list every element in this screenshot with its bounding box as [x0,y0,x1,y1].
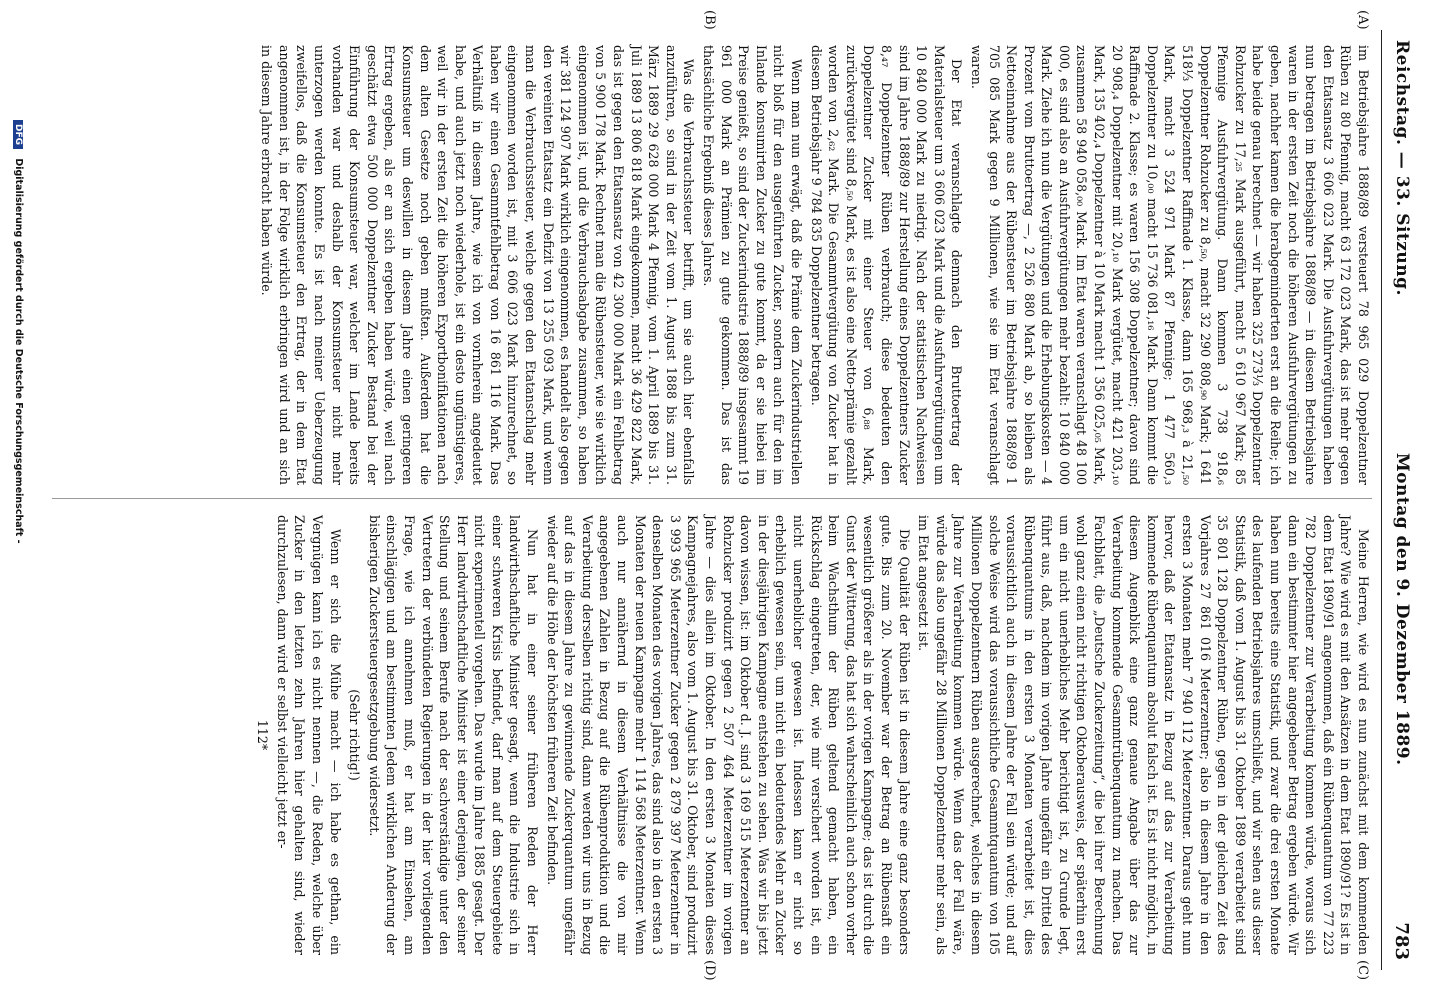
left-paragraph: Der Etat veranschlagte demnach den Bruttoertrag der Materialsteuer um 3 606 023 Mark und die Ausfuhrvergütungen um 10 840 000 Mark zu niedrig. Nach der statistischen Nachweisen sind im Jahre 1888/89 zur Herstellung eines Doppelzentners Zucker 8,₄₇ Doppelzentner Rüben verbraucht; diese bedeuten den Doppelzentner Zucker mit einer Steuer von 6,₈₈ Mark, zurückvergütet sind 8,₅₀ Mark, es ist also eine Netto-prämie gezahlt worden von 2,₆₂ Mark. Die Gesammtvergütung von Zucker hat in diesem Betriebsjahr 9 784 835 Doppelzentner betragen. [808,45,965,485]
header-left: Reichstag. — 33. Sitzung. [1392,40,1412,296]
closing-number: 112* [255,719,271,751]
digitization-credit [13,120,24,720]
left-paragraph: Was die Verbrauchssteuer betrifft, um sie auch hier ebenfalls anzuführen, so sind in der Zeit vom 1. August 1888 bis zum 31. März 1889 29 628 000 Mark 4 Pfennig, vom 1. April 1889 bis 31. Juli 1889 13 806 818 Mark eingekommen, macht 36 429 822 Mark, das ist gegen den Etatsansatz von 42 300 000 Mark ein Fehlbetrag von 5 900 178 Mark. Rechnet man die Rübensteuer, wie sie wirklich eingenommen ist, und die Verbrauchsabgabe zusammen, so haben wir 381 124 907 Mark wirklich eingenommen, es handelt also gegen den vereinten Etatsatz ein Defizit von 13 255 093 Mark, und wenn man die Verbrauchssteuer, welche gegen den Etatanschlag mehr eingenommen worden ist, mit 3 606 023 Mark hinzurechnet, so haben wir einen Gesammtfehlbetrag von 16 861 116 Mark. Das Verhältniß in diesem Jahre, wie ich von vornherein angedeutet habe, und auch jetzt noch wiederhole, ist ein desto ungünstigeres, weil wir in der ersten Zeit die höheren Exportbonifikationen nach dem alten Gesetze noch geben mußten. Außerdem hat die Konsumsteuer um deswillen in diesem Jahre einen geringeren Ertrag ergeben, als er an sich ergeben haben würde, weil nach geschätzt etwa 500 000 Doppelzentner Zucker Bestand bei der Einführung der Konsumsteuer war, welcher im Lande bereits vorhanden war und deshalb der Konsumsteuer nicht mehr unterzogen werden konnte. Es ist nach meiner Ueberzeugung zweifellos, daß die Konsumsteuer den Ertrag, der in dem Etat angenommen ist, in der Folge wirklich erbringen wird und an sich in diesem Jahre erbracht haben würde. [259,45,697,485]
left-column [256,45,1372,485]
page-number: 783 [1391,922,1413,960]
marker-c: (C) [1355,960,1370,981]
credit-text: Digitalisierung gefördert durch die Deutsche Forschungsgemeinschaft - [13,158,24,544]
left-paragraph: Wenn man nun erwägt, daß die Prämie dem Zuckerindustriellen nicht bloß für den ausgeführten Zucker, sondern auch für den im Inlande konsumirten Zucker zu gute kommt, da er sie hiebei im Preise genießt, so sind der Zuckerindustrie 1888/89 insgesammt 19 961 000 Mark an Prämien zu gute gekommen. Das ist das thatsächliche Ergebniß dieses Jahres. [701,45,804,485]
header-center: Montag den 9. Dezember 1889. [1392,452,1412,766]
dfg-logo: DFG [13,120,23,149]
right-column [252,515,1372,955]
interjection: (Sehr richtig!) [347,689,363,781]
right-paragraph: Meine Herren, wie wird es nun zunächst mit dem kommenden Jahre? Wie wird es mit den Ansätzen in dem Etat 1890/91? Es ist in dem Etat 1890/91 angenommen, daß ein Rübenquantum von 77 223 782 Doppelzentner zur Verarbeitung kommen würde, woraus sich dann ein bestimmter hier angegebener Betrag ergeben würde. Wir haben nun bereits eine Statistik, und zwar die drei ersten Monate des laufenden Betriebsjahres umschließt, und wir sehen aus dieser Statistik, daß vom 1. August bis 31. Oktober 1889 verarbeitet sind 35 801 128 Doppelzentner Rüben, gegen in der gleichen Zeit des Vorjahres 27 861 016 Meterzentner; also in diesem Jahre in den ersten 3 Monaten mehr 7 940 112 Meterzentner. Daraus geht nun hervor, daß der Etatansatz in Bezug auf das zur Verarbeitung kommende Rübenquantum absolut falsch ist. Es ist nicht möglich, in diesem Augenblick eine ganz genaue Angabe über das zur Verarbeitung kommende Gesammtrübenquantum zu machen. Das Fachblatt, die „Deutsche Zuckerzeitung“, die bei ihrer Berechnung wohl ganz einen nicht richtigen Oktoberausweis, der späterhin erst um ein nicht unerhebliches Mehr berichtigt ist, zu Grunde legt, führt aus, daß, nachdem im vorigen Jahre ungefähr ein Drittel des Rübenquantums in den ersten 3 Monaten verarbeitet ist, dies voraussichtlich auch in diesem Jahre der Fall sein würde; und auf solche Weise wird das voraussichtliche Gesammtquantum von 105 Millionen Doppelzentnern Rüben ausgerechnet, welches in diesem Jahre zur Verarbeitung kommen würde. Wenn das der Fall wäre, würde das also ungefähr 28 Millionen Doppelzentner mehr sein, als im Etat angesetzt ist. [916,515,1371,955]
right-paragraph: Nun hat in einer seiner früheren Reden der Herr landwirthschaftliche Minister gesagt, wenn die Industrie sich in einer schweren Krisis befindet, darf man auf dem Steuergebiete nicht experimentell vorgehen. Das wurde im Jahre 1885 gesagt. Der Herr landwirthschaftliche Minister ist einer derjenigen, der seiner Stellung und seinem Berufe nach der sachverständige unter den Vertretern der verbündeten Regierungen in der hier vorliegenden Frage, wie ich annehmen muß, er hat am Einsehen, am einschlägigen und am bestimmten Jedem wirklichen Anderung der bisherigen Zuckersteuergesetzgebung widersetzt. [366,515,541,955]
marker-b: (B) [702,10,717,30]
page-header [1382,0,1422,1000]
right-paragraph: Die Qualität der Rüben ist in diesem Jahre eine ganz besonders gute. Bis zum 20. November war der Betrag an Rübensaft ein wesentlich größerer als in der vorigen Kampagne; das ist durch die Gunst der Witterung, das hat sich wahrscheinlich auch schon vorher beim Wachsthum der Rüben geltend gemacht haben, ein Rückschlag eingetreten, der, wie mir versichert worden ist, ein nicht unerheblicher gewesen ist. Indessen kann er nicht so erheblich gewesen sein, um nicht ein bedeutendes Mehr an Zucker in der diesjährigen Kampagne entstehen zu sehen. Was wir bis jetzt davon wissen, ist: im Oktober d. J. sind 3 169 515 Meterzentner an Rohzucker produzirt gegen 2 507 464 Meterzentner im vorigen Jahre — dies allein im Oktober. In den ersten 3 Monaten dieses Kampagnejahres, also vom 1. August bis 31. Oktober, sind produzirt 3 993 965 Meterzentner Zucker gegen 2 879 397 Meterzentner in denselben Monaten des vorigen Jahres, das sind also in den ersten 3 Monaten der neuen Kampagne mehr 1 114 568 Meterzentner. Wenn auch nur annähernd in diesem Verhältnisse die von mir angegebenen Zahlen in Bezug auf die Rübenproduktion und die Verarbeitung derselben richtig sind, dann werden wir uns in Bezug auf das in diesem Jahre zu gewinnende Zuckerquantum ungefähr wieder auf die Höhe der höchsten früheren Zeit befinden. [544,515,912,955]
column-divider [52,498,1372,499]
marker-a: (A) [1355,10,1370,30]
header-rule [1381,30,1382,970]
marker-d: (D) [702,960,717,981]
left-paragraph: im Betriebsjahre 1888/89 versteuert 78 965 029 Doppelzentner Rüben zu 80 Pfennig, macht 63 172 023 Mark, das ist mehr gegen den Etatsansatz 3 606 023 Mark. Die Ausfuhrvergütungen haben nun betragen im Betriebsjahre 1888/89 — in diesem Betriebsjahre waren in der ersten Zeit noch die höheren Ausfuhrvergütungen zu geben, nachher kamen die herabgeminderten erst an die Reihe; ich habe beide genau berechnet — wir haben 325 273⅓ Doppelzentner Rohzucker zu 17,₂₅ Mark ausgeführt, macht 5 610 967 Mark; 85 Pfennige Ausfuhrvergütung. Dann kommen 3 738 918,₆ Doppelzentner Rohzucker zu 8,₅₀, macht 32 290 808,₉₀ Mark; 1 641 518⅓ Doppelzentner Raffinade 1. Klasse, dann 165 968,₃ à 21,₅₀ Mark, macht 3 524 971 Mark 87 Pfennige; 1 477 560,₃ Doppelzentner zu 10,₀₀ macht 15 736 081,₁₆ Mark. Dann kommt die Raffinade 2. Klasse; es waren 156 308 Doppelzentner; davon sind 20 908,₄ Doppelzentner mit 20,₁₀ Mark vergütet, macht 421 203,₁₀ Mark, 135 402,₄ Doppelzentner à 10 Mark macht 1 356 025,₀₅ Mark, zusammen 58 940 058,₀₀ Mark. Im Etat waren veranschlagt 48 100 000, es sind also an Ausfuhrvergütungen mehr bezahlt: 10 840 000 Mark. Ziehe ich nun die Vergütungen und die Erhebungskosten — 4 Prozent vom Bruttoertrag —, 2 526 880 Mark ab, so bleiben als Nettoeinnahme aus der Rübensteuer im Betriebsjahre 1888/89 1 705 085 Mark gegen 9 Millionen, wie sie im Etat veranschlagt waren. [968,45,1371,485]
closing-paragraph: Wenn er sich die Mühe macht — ich habe es gethan, ein Vergnügen kann ich es nicht nennen —, die Reden, welche über Zucker in den letzten zehn Jahren hier gehalten sind, wieder durchzulesen, dann wird er selbst vielleicht jetzt er- [274,515,343,955]
